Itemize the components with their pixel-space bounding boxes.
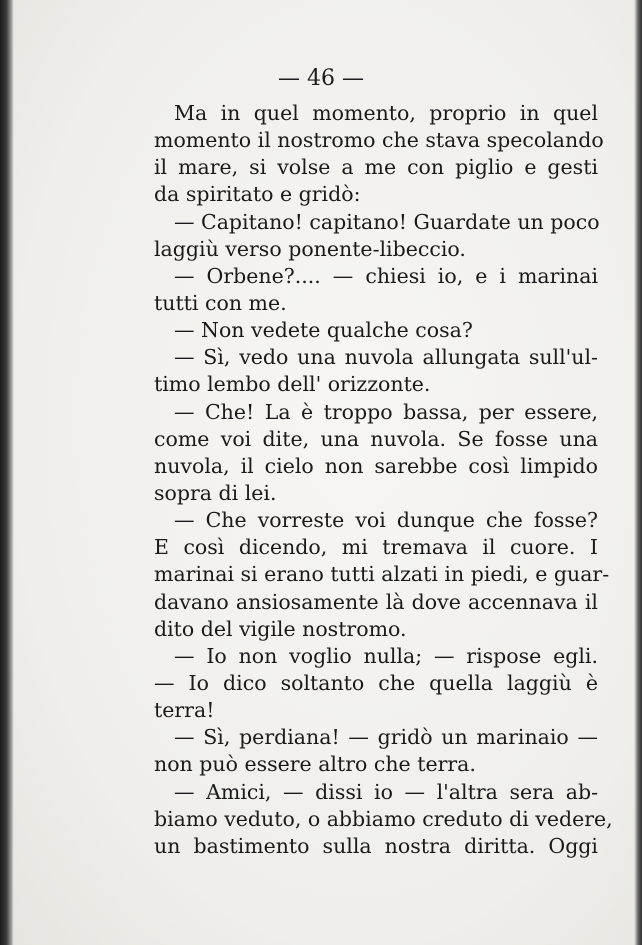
body-text (154, 100, 613, 860)
text-line: — Io dico soltanto che quella laggiù è (154, 670, 598, 695)
text-line: — Io non voglio nulla; — rispose egli. (174, 643, 598, 668)
text-line: biamo veduto, o abbiamo creduto di vedere, (154, 806, 613, 831)
text-line: — Che vorreste voi dunque che fosse? (174, 508, 598, 533)
text-line: davano ansiosamente là dove accennava il (154, 589, 598, 614)
text-line: terra! (154, 698, 215, 723)
text-line: — Capitano! capitano! Guardate un poco (174, 209, 600, 234)
text-line: — Non vedete qualche cosa? (174, 318, 473, 343)
text-line: un bastimento sulla nostra diritta. Oggi (154, 833, 598, 858)
text-line: momento il nostromo che stava specolando (154, 128, 604, 153)
text-line: — Orbene?.... — chiesi io, e i marinai (174, 263, 598, 288)
text-line: — Amici, — dissi io — l'altra sera ab- (174, 779, 598, 804)
page-right-edge (634, 0, 642, 945)
page-number: — 46 — (278, 66, 364, 91)
text-line: — Sì, vedo una nuvola allungata sull'ul- (174, 345, 598, 370)
text-line: tutti con me. (154, 290, 287, 315)
text-line: come voi dite, una nuvola. Se fosse una (154, 426, 598, 451)
text-line: non può essere altro che terra. (154, 752, 476, 777)
text-line: timo lembo dell' orizzonte. (154, 372, 431, 397)
text-line: Ma in quel momento, proprio in quel (174, 101, 598, 125)
text-line: da spiritato e gridò: (154, 182, 361, 207)
text-line: dito del vigile nostromo. (154, 616, 407, 641)
text-line: il mare, si volse a me con piglio e gesti (154, 155, 598, 180)
text-line: — Che! La è troppo bassa, per essere, (174, 399, 598, 424)
book-binding-edge (0, 0, 14, 945)
text-line: sopra di lei. (154, 480, 277, 505)
text-line: nuvola, il cielo non sarebbe così limpido (154, 453, 598, 478)
text-line: marinai si erano tutti alzati in piedi, e guar- (154, 562, 610, 587)
text-line: E così dicendo, mi tremava il cuore. I (154, 535, 598, 560)
text-line: — Sì, perdiana! — gridò un marinaio — (174, 725, 598, 750)
text-line: laggiù verso ponente-libeccio. (154, 236, 466, 261)
